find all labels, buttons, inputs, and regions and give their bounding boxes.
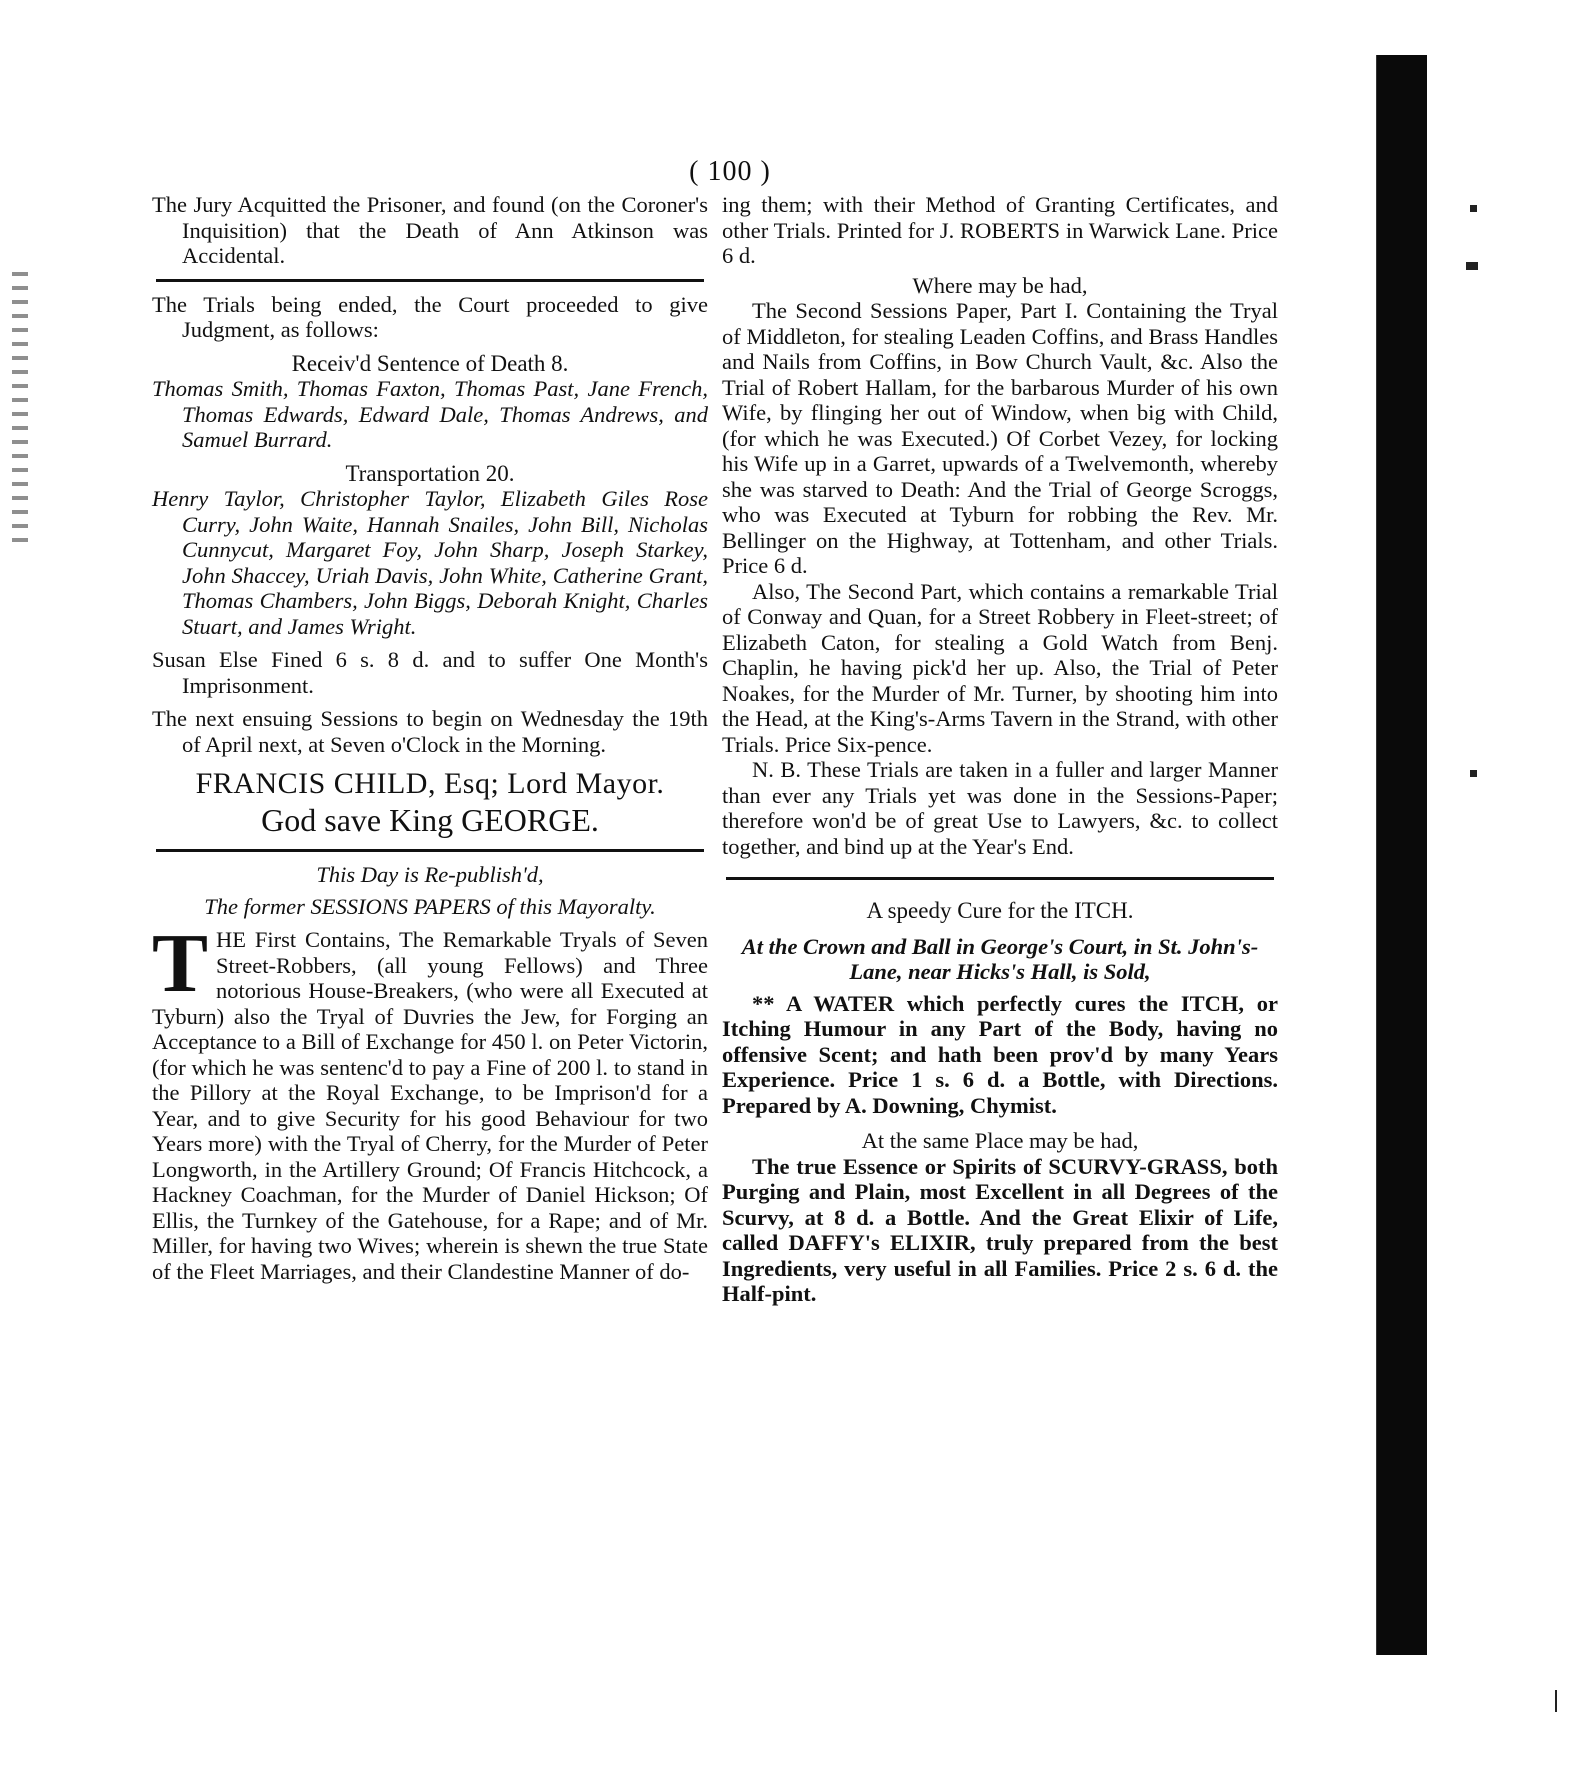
essence-paragraph: The true Essence or Spirits of SCURVY-GRASS, both Purging and Plain, most Excellent in all Degrees of the Scurvy, at 8 d. a Bottle. And the Great Elixir of Life, called DAFFY's ELIXIR, truly prepared from the best Ingredients, very useful in all Families. Price 2 s. 6 d. the Half-pint.	[722, 1153, 1278, 1306]
fined-paragraph: Susan Else Fined 6 s. 8 d. and to suffer One Month's Imprisonment.	[152, 647, 708, 698]
ink-speck	[1466, 262, 1478, 270]
divider	[726, 877, 1274, 880]
jury-paragraph: The Jury Acquitted the Prisoner, and found (on the Coroner's Inquisition) that the Death of Ann Atkinson was Accidental.	[152, 192, 708, 268]
transportation-heading: Transportation 20.	[345, 460, 515, 486]
where-may-be-had: Where may be had,	[912, 272, 1088, 298]
next-sessions-paragraph: The next ensuing Sessions to begin on Wednesday the 19th of April next, at Seven o'Clock in the Morning.	[152, 706, 708, 757]
ink-speck	[1470, 205, 1477, 212]
death-names: Thomas Smith, Thomas Faxton, Thomas Past, Jane French, Thomas Edwards, Edward Dale, Thomas Andrews, and Samuel Burrard.	[152, 376, 708, 452]
divider	[156, 849, 704, 852]
drop-cap: T	[152, 917, 209, 1010]
itch-heading: A speedy Cure for the ITCH.	[866, 898, 1134, 923]
trials-ended-paragraph: The Trials being ended, the Court proceeded to give Judgment, as follows:	[152, 291, 708, 342]
ink-speck	[1555, 1690, 1557, 1712]
crown-and-ball-line: At the Crown and Ball in George's Court, in St. John's-Lane, near Hicks's Hall, is Sold,	[741, 933, 1259, 984]
first-paper-text: HE First Contains, The Remarkable Tryals of Seven Street-Robbers, (all young Fellows) and Three notorious House-Breakers, (who were all Executed at Tyburn) also the Tryal of Duvries the Jew, for Forging an Acceptance to a Bill of Exchange for 450 l. on Peter Victorin, (for which he was sentenc'd to pay a Fine of 200 l. to stand in the Pillory at the Royal Exchange, to be Imprison'd for a Year, and to give Security for his good Behaviour for two Years more) with the Tryal of Cherry, for the Murder of Peter Longworth, in the Artillery Ground; Of Francis Hitchcock, a Hackney Coachman, for the Murder of Daniel Hickson; Of Ellis, the Turnkey of the Gatehouse, for a Rape; and of Mr. Miller, for having two Wives; wherein is shewn the true State of the Fleet Marriages, and their Clandestine Manner of do-	[152, 927, 708, 1284]
ink-speck	[1470, 770, 1477, 777]
death-heading: Receiv'd Sentence of Death 8.	[291, 350, 569, 376]
transportation-names: Henry Taylor, Christopher Taylor, Elizabeth Giles Rose Curry, John Waite, Hannah Snailes, John Bill, Nicholas Cunnycut, Margaret Foy, John Sharp, Joseph Starkey, John Shaccey, Uriah Davis, John White, Catherine Grant, Thomas Chambers, John Biggs, Deborah Knight, Charles Stuart, and James Wright.	[152, 486, 708, 639]
former-papers-line: The former SESSIONS PAPERS of this Mayoralty.	[204, 893, 656, 919]
continued-paragraph: ing them; with their Method of Granting Certificates, and other Trials. Printed for J. ROBERTS in Warwick Lane. Price 6 d.	[722, 192, 1278, 268]
first-paper-paragraph	[152, 917, 708, 1284]
page-number: ( 100 )	[689, 156, 771, 187]
nota-bene-paragraph: N. B. These Trials are taken in a fuller and larger Manner than ever any Trials yet was done in the Sessions-Paper; therefore won'd be of great Use to Lawyers, &c. to collect together, and bind up at the Year's End.	[722, 757, 1278, 859]
god-save-line: God save King GEORGE.	[261, 802, 599, 838]
binding-shadow	[1376, 55, 1427, 1655]
left-margin-noise	[12, 272, 28, 542]
second-part-paragraph: Also, The Second Part, which contains a remarkable Trial of Conway and Quan, for a Street Robbery in Fleet-street; of Elizabeth Caton, for stealing a Gold Watch from Benj. Chaplin, he having pick'd her up. Also, the Trial of Peter Noakes, for the Murder of Mr. Turner, by shooting him into the Head, at the King's-Arms Tavern in the Strand, with other Trials. Price Six-pence.	[722, 578, 1278, 757]
water-paragraph: ** A WATER which perfectly cures the ITCH, or Itching Humour in any Part of the Body, having no offensive Scent; and hath been prov'd by many Years Experience. Price 1 s. 6 d. a Bottle, with Directions. Prepared by A. Downing, Chymist.	[722, 990, 1278, 1118]
same-place-line: At the same Place may be had,	[861, 1128, 1139, 1153]
second-sessions-paragraph: The Second Sessions Paper, Part I. Containing the Tryal of Middleton, for stealing Leaden Coffins, and Brass Handles and Nails from Coffins, in Bow Church Vault, &c. Also the Trial of Robert Hallam, for the barbarous Murder of his own Wife, by flinging her out of Window, when big with Child, (for which he was Executed.) Of Corbet Vezey, for locking his Wife up in a Garret, upwards of a Twelvemonth, whereby she was starved to Death: And the Trial of George Scroggs, who was Executed at Tyburn for robbing the Rev. Mr. Bellinger on the Highway, at Tottenham, and other Trials. Price 6 d.	[722, 298, 1278, 578]
right-column	[722, 192, 1278, 1307]
left-column	[152, 192, 708, 1284]
divider	[156, 279, 704, 282]
republished-line: This Day is Re-publish'd,	[316, 862, 544, 887]
lord-mayor-line: FRANCIS CHILD, Esq; Lord Mayor.	[195, 767, 665, 800]
